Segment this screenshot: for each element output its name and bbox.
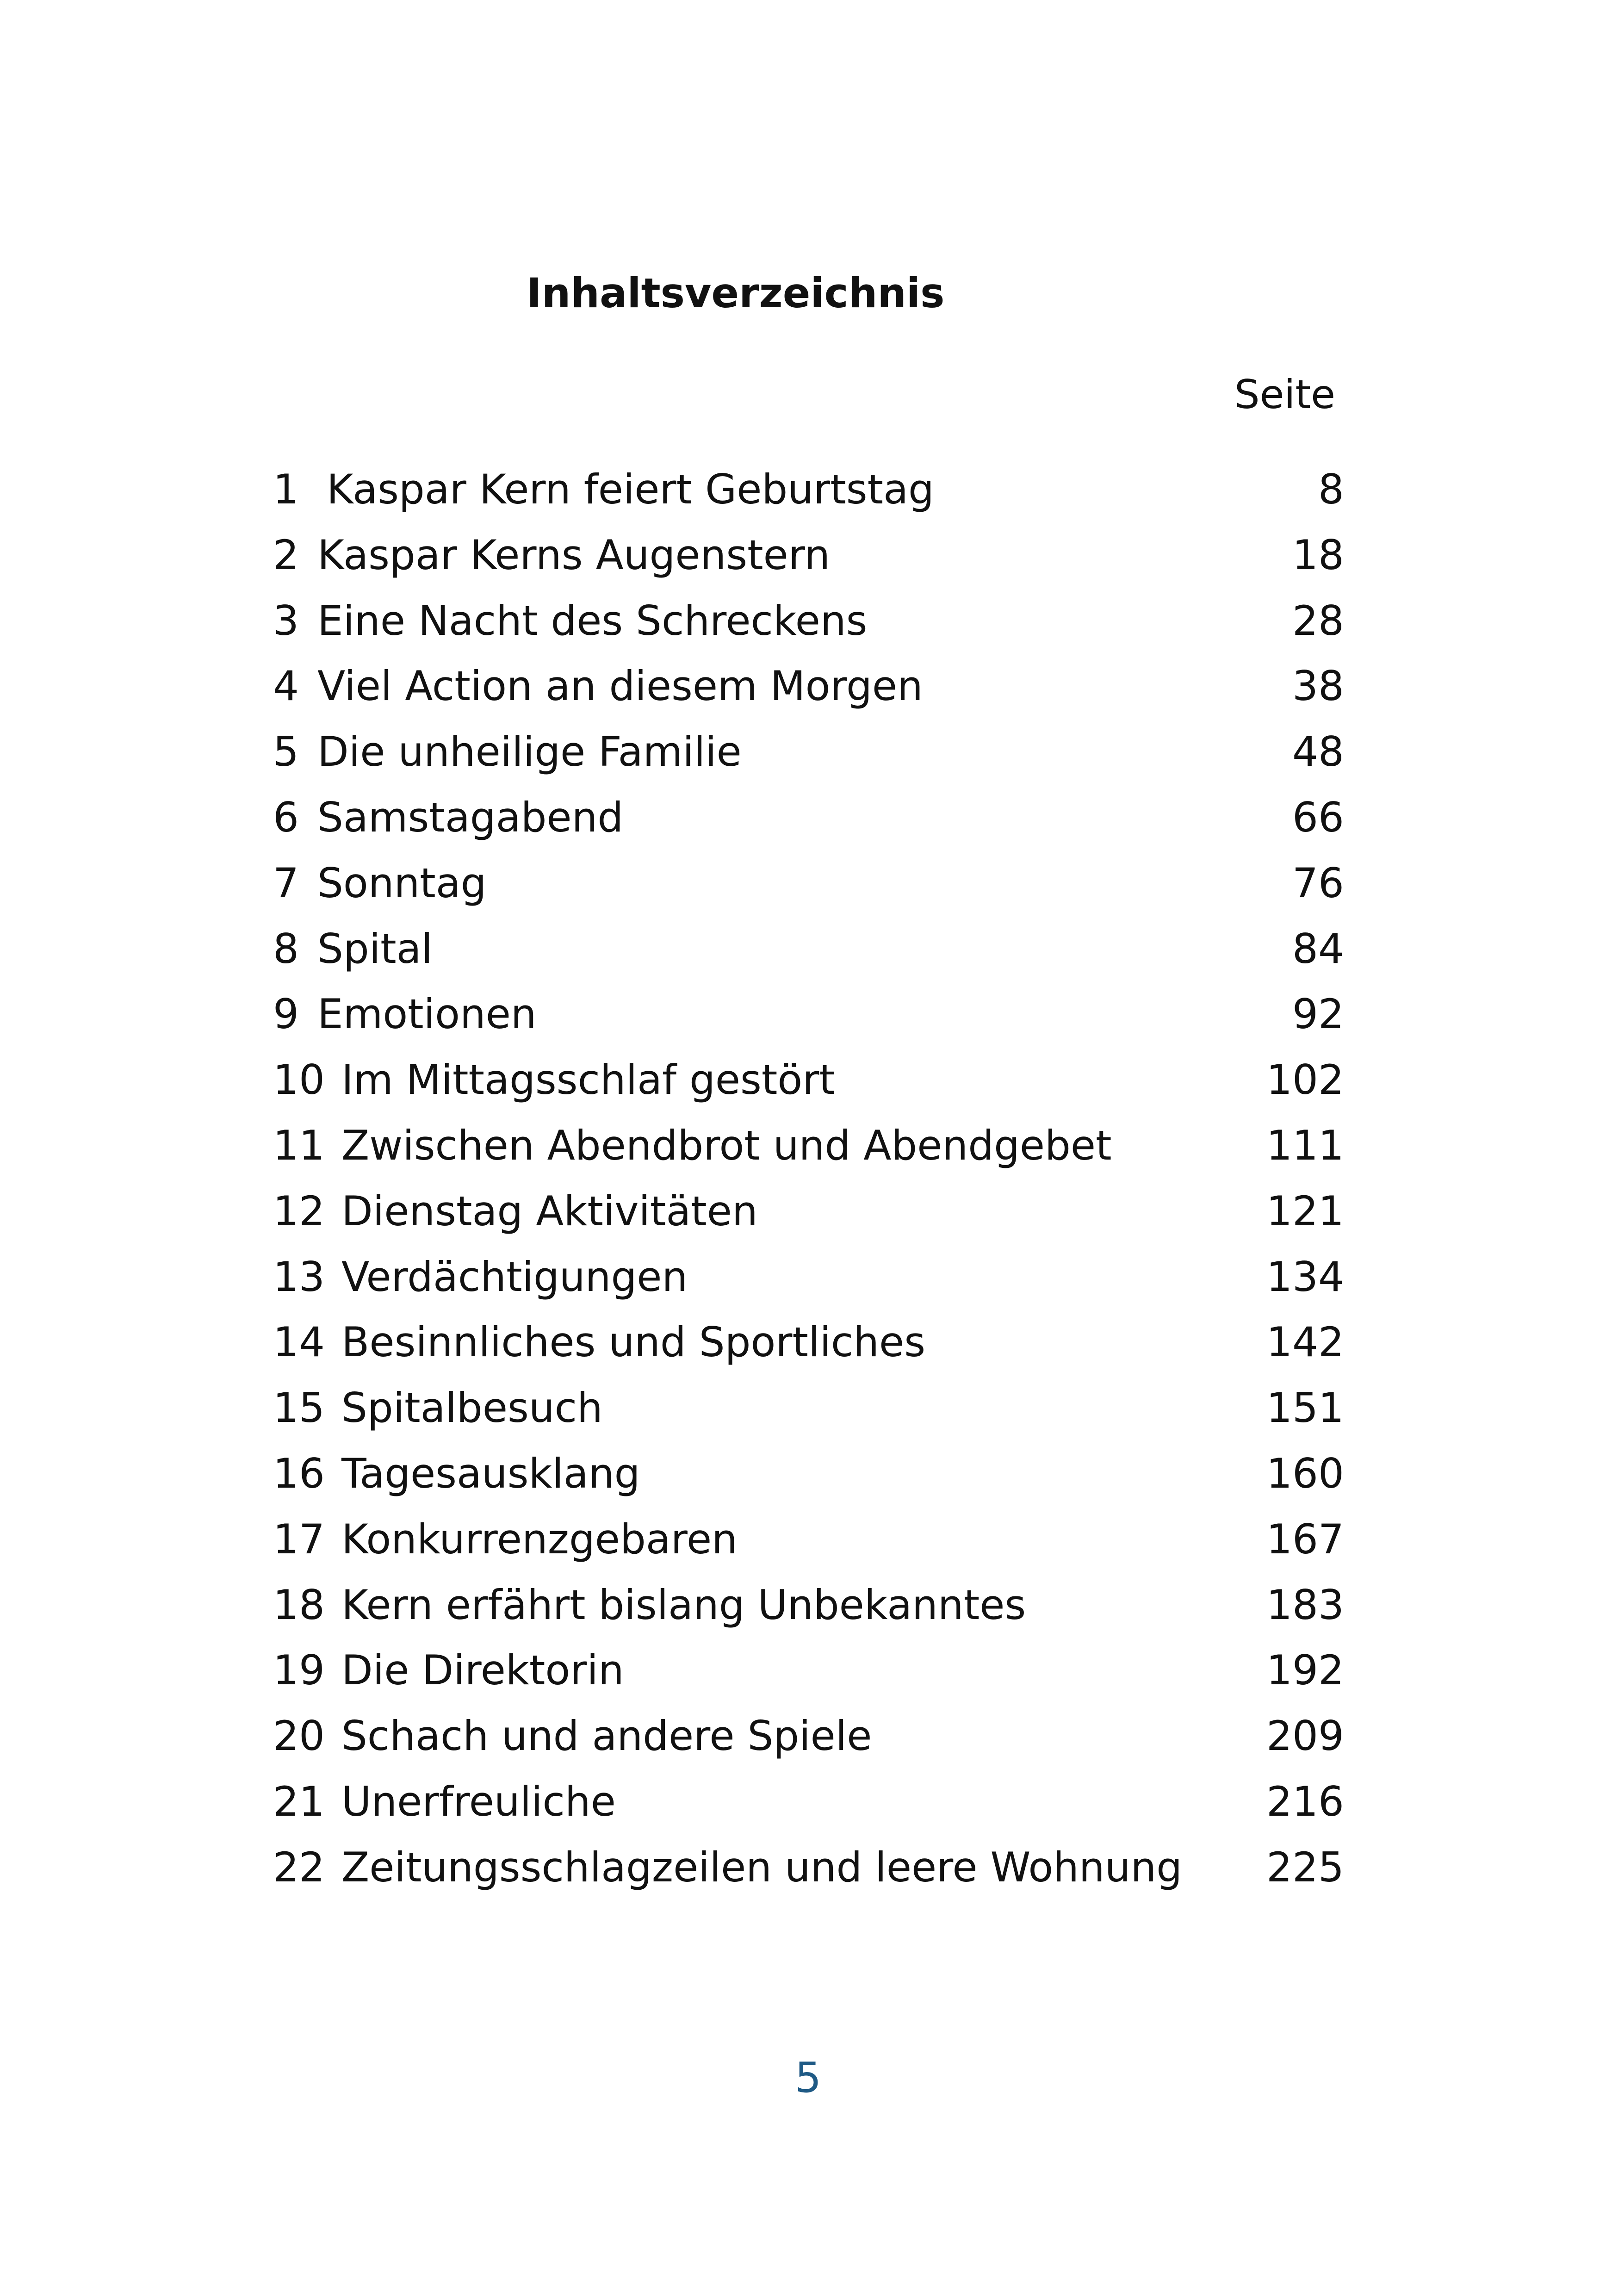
toc-entry-page: 102 [1266, 1056, 1344, 1104]
toc-entry-number: 9 [273, 990, 299, 1038]
toc-entry [273, 859, 1365, 929]
toc-entry [273, 1187, 1365, 1257]
toc-entry-title: Schach und andere Spiele [341, 1712, 872, 1760]
toc-entry-number: 16 [273, 1449, 325, 1497]
toc-entry-number: 5 [273, 728, 299, 776]
toc-entry-page: 209 [1266, 1712, 1344, 1760]
toc-entry [273, 1121, 1365, 1191]
toc-entry-title: Sonntag [317, 859, 487, 907]
toc-entry-number: 13 [273, 1253, 325, 1301]
toc-entry-number: 21 [273, 1777, 325, 1825]
toc-entry-page: 66 [1292, 793, 1344, 841]
toc-entry-number: 18 [273, 1581, 325, 1629]
toc-entry [273, 1449, 1365, 1519]
toc-entry-title: Spital [317, 925, 433, 973]
toc-entry-number: 14 [273, 1318, 325, 1366]
toc-entry [273, 1777, 1365, 1847]
toc-entry [273, 1843, 1365, 1913]
toc-entry-number: 17 [273, 1515, 325, 1563]
toc-entry-title: Spitalbesuch [341, 1384, 603, 1432]
toc-entry [273, 990, 1365, 1060]
toc-entry-page: 28 [1292, 596, 1344, 645]
toc-entry-page: 18 [1292, 531, 1344, 579]
toc-entry-page: 192 [1266, 1646, 1344, 1694]
toc-entry-page: 160 [1266, 1449, 1344, 1497]
toc-entry-title: Konkurrenzgebaren [341, 1515, 738, 1563]
toc-entry-page: 142 [1266, 1318, 1344, 1366]
page-number: 5 [795, 2054, 822, 2102]
toc-entry-number: 1 [273, 465, 299, 513]
toc-entry [273, 1581, 1365, 1651]
toc-entry-title: Samstagabend [317, 793, 624, 841]
toc-entry-title: Unerfreuliche [341, 1777, 616, 1825]
toc-entry [273, 793, 1365, 863]
toc-entry-title: Emotionen [317, 990, 537, 1038]
toc-entry-page: 8 [1318, 465, 1344, 513]
toc-entry [273, 1056, 1365, 1125]
page-column-label: Seite [1234, 372, 1336, 418]
toc-entry [273, 1646, 1365, 1716]
toc-entry-page: 84 [1292, 925, 1344, 973]
toc-entry [273, 1253, 1365, 1322]
toc-entry-number: 7 [273, 859, 299, 907]
toc-entry [273, 1384, 1365, 1453]
toc-entry-title: Im Mittagsschlaf gestört [341, 1056, 835, 1104]
toc-entry-number: 15 [273, 1384, 325, 1432]
toc-entry-number: 4 [273, 662, 299, 710]
toc-entry-title: Die Direktorin [341, 1646, 624, 1694]
page-title: Inhaltsverzeichnis [527, 269, 945, 317]
toc-entry-number: 10 [273, 1056, 325, 1104]
toc-entry [273, 531, 1365, 601]
toc-entry-number: 8 [273, 925, 299, 973]
toc-entry-page: 121 [1266, 1187, 1344, 1235]
toc-entry-number: 22 [273, 1843, 325, 1891]
toc-entry-page: 38 [1292, 662, 1344, 710]
toc-entry-title: Zeitungsschlagzeilen und leere Wohnung [341, 1843, 1183, 1891]
toc-entry-number: 20 [273, 1712, 325, 1760]
toc-entry [273, 596, 1365, 666]
toc-entry-page: 92 [1292, 990, 1344, 1038]
toc-entry-title: Dienstag Aktivitäten [341, 1187, 758, 1235]
toc-entry-page: 225 [1266, 1843, 1344, 1891]
toc-entry [273, 1318, 1365, 1388]
toc-entry [273, 925, 1365, 994]
toc-entry-page: 111 [1266, 1121, 1344, 1169]
toc-entry-title: Kaspar Kerns Augenstern [317, 531, 831, 579]
toc-entry-number: 2 [273, 531, 299, 579]
toc-entry [273, 1515, 1365, 1585]
toc-entry-title: Viel Action an diesem Morgen [317, 662, 923, 710]
toc-entry-title: Tagesausklang [341, 1449, 640, 1497]
toc-entry-page: 48 [1292, 728, 1344, 776]
toc-entry-page: 151 [1266, 1384, 1344, 1432]
toc-entry-page: 134 [1266, 1253, 1344, 1301]
toc-entry-title: Kern erfährt bislang Unbekanntes [341, 1581, 1026, 1629]
toc-entry [273, 728, 1365, 797]
toc-entry-title: Kaspar Kern feiert Geburtstag [327, 465, 934, 513]
toc-entry-number: 12 [273, 1187, 325, 1235]
toc-entry-page: 216 [1266, 1777, 1344, 1825]
toc-entry-title: Besinnliches und Sportliches [341, 1318, 926, 1366]
toc-entry-page: 183 [1266, 1581, 1344, 1629]
toc-entry-page: 76 [1292, 859, 1344, 907]
toc-entry-number: 19 [273, 1646, 325, 1694]
toc-entry [273, 1712, 1365, 1781]
toc-entry-title: Die unheilige Familie [317, 728, 742, 776]
toc-entry [273, 662, 1365, 732]
toc-entry-number: 3 [273, 596, 299, 645]
table-of-contents [273, 465, 1365, 1913]
toc-entry-number: 11 [273, 1121, 325, 1169]
toc-entry-title: Zwischen Abendbrot und Abendgebet [341, 1121, 1112, 1169]
toc-entry-title: Verdächtigungen [341, 1253, 688, 1301]
toc-entry-page: 167 [1266, 1515, 1344, 1563]
toc-entry [273, 465, 1365, 535]
toc-entry-title: Eine Nacht des Schreckens [317, 596, 868, 645]
toc-entry-number: 6 [273, 793, 299, 841]
